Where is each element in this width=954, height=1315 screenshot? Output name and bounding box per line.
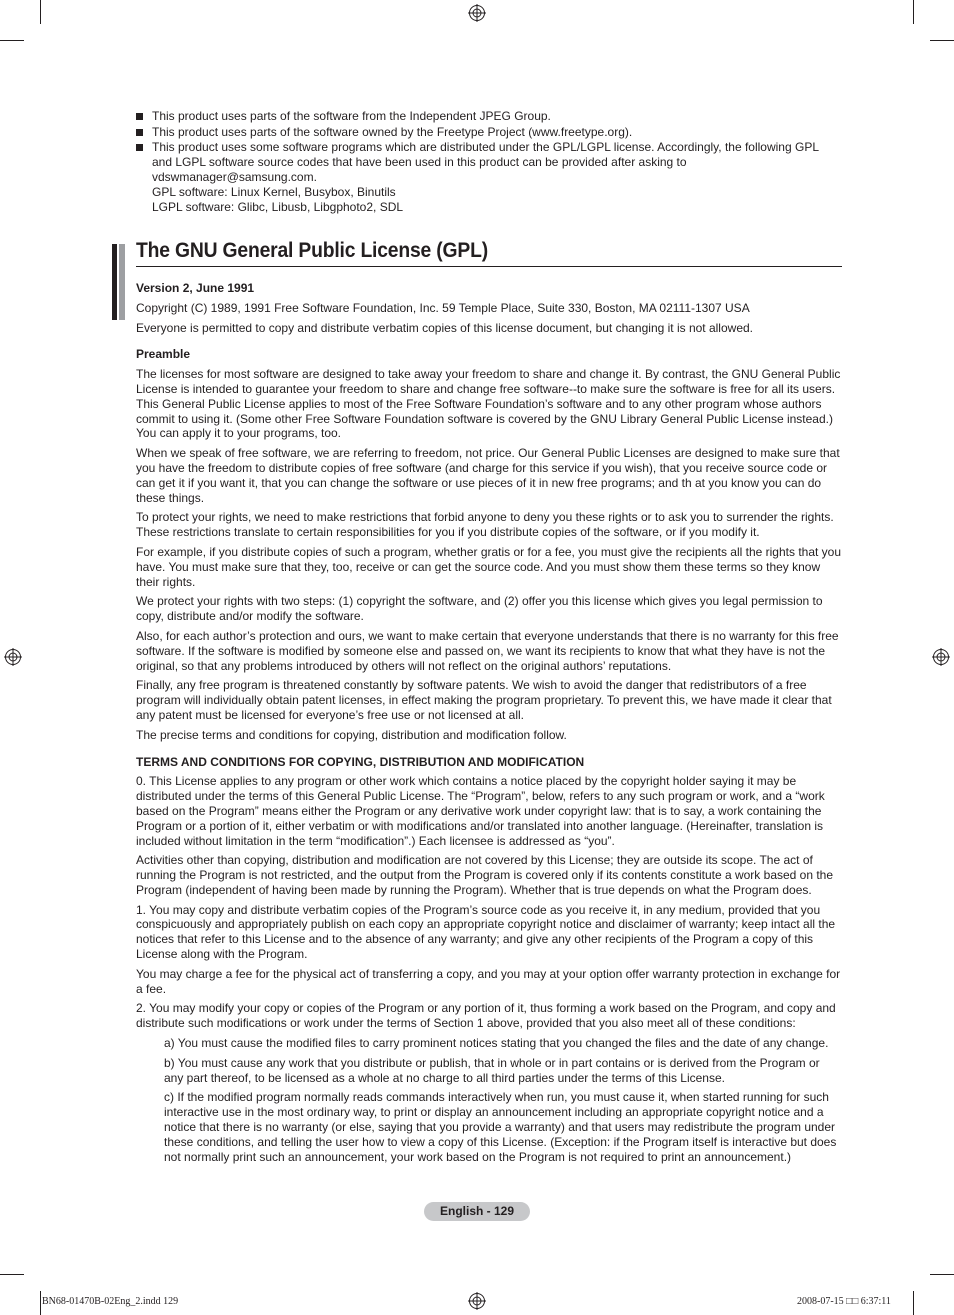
list-item bbox=[136, 140, 836, 215]
title-divider bbox=[136, 266, 842, 267]
paragraph: Finally, any free program is threatened constantly by software patents. We wish to avoid the danger that redistributors of a free program will individually obtain patent licenses, in effect making the program proprietary. To prevent this, we have made it clear that any patent must be licensed for everyone’s free use or not licensed at all. bbox=[136, 678, 832, 722]
crop-mark bbox=[40, 0, 41, 24]
software-notice-list bbox=[136, 109, 836, 216]
paragraph: For example, if you distribute copies of such a program, whether gratis or for a fee, you must give the recipients all the rights that you have. You must make sure that they, too, receive or can get the source code. And you must show them these terms so they know their rights. bbox=[136, 544, 842, 589]
condition-item: c) If the modified program normally reads commands interactively when run, you must cause it, when started running for such interactive use in the most ordinary way, to print or display an announcement including an appropriate copyright notice and a notice that there is no warranty (or else, saying that you provide a warranty) and that users may redistribute the program under these conditions, and telling the user how to view a copy of this License. (Exception: if the Program itself is interactive but does not normally print such an announcement, your work based on the Program is not required to print an announcement.) bbox=[164, 1090, 837, 1164]
registration-mark-icon bbox=[932, 648, 950, 666]
registration-mark-icon bbox=[468, 4, 486, 22]
crop-mark bbox=[0, 40, 24, 41]
section-marker-bar bbox=[119, 244, 125, 320]
crop-mark bbox=[40, 1291, 41, 1315]
print-slug-date: 2008-07-15 □□ 6:37:11 bbox=[797, 1296, 891, 1307]
registration-mark-icon bbox=[468, 1292, 486, 1310]
preamble-heading: Preamble bbox=[136, 347, 191, 362]
crop-mark bbox=[0, 1274, 24, 1275]
crop-mark bbox=[930, 40, 954, 41]
paragraph: Activities other than copying, distribution and modification are not covered by this License; they are outside its scope. The act of running the Program is not restricted, and the output from the Program is covered only if its contents constitute a work based on the Program (independent of having been made by running the Program). Whether that is true depends on what the Program does. bbox=[136, 853, 834, 897]
bullet-square-icon bbox=[136, 129, 143, 136]
paragraph: To protect your rights, we need to make restrictions that forbid anyone to deny you these rights or to ask you to surrender the rights. These restrictions translate to certain responsibilities for you if you distribute copies of the software, or if you modify it. bbox=[136, 510, 834, 540]
bullet-square-icon bbox=[136, 113, 143, 120]
print-slug-file: BN68-01470B-02Eng_2.indd 129 bbox=[42, 1296, 179, 1307]
registration-mark-icon bbox=[4, 648, 22, 666]
paragraph: 2. You may modify your copy or copies of the Program or any portion of it, thus forming a work based on the Program, and copy and distribute such modifications or work under the terms of Section 1 above, provided that you also meet all of these conditions: bbox=[136, 1001, 836, 1031]
bullet-text: This product uses parts of the software from the Independent JPEG Group. bbox=[152, 109, 551, 123]
version-heading: Version 2, June 1991 bbox=[136, 281, 255, 295]
crop-mark bbox=[930, 1274, 954, 1275]
bullet-text: This product uses some software programs which are distributed under the GPL/LGPL license. Accordingly, the following GPL and LGPL software source codes that have been used in this product can be provided after asking to vdswmanager@samsung.com. bbox=[152, 140, 819, 184]
bullet-text: This product uses parts of the software owned by the Freetype Project (www.freetype.org). bbox=[152, 124, 633, 139]
crop-mark bbox=[913, 0, 914, 24]
paragraph: You may charge a fee for the physical act of transferring a copy, and you may at your option offer warranty protection in exchange for a fee. bbox=[136, 966, 841, 996]
list-item bbox=[136, 125, 836, 140]
crop-mark bbox=[913, 1291, 914, 1315]
paragraph: 1. You may copy and distribute verbatim copies of the Program’s source code as you receive it, in any medium, provided that you conspicuously and appropriately publish on each copy an appropriate copyright notice and disclaimer of warranty; keep intact all the notices that refer to this License and to the absence of any warranty; and give any other recipients of the Program a copy of this License along with the Program. bbox=[136, 902, 836, 962]
condition-item: b) You must cause any work that you distribute or publish, that in whole or in part contains or is derived from the Program or any part thereof, to be licensed as a whole at no charge to all third parties under the terms of this License. bbox=[164, 1055, 820, 1085]
copyright-line: Copyright (C) 1989, 1991 Free Software Foundation, Inc. 59 Temple Place, Suite 330, Boston, MA 02111-1307 USA bbox=[136, 300, 750, 315]
bullet-square-icon bbox=[136, 144, 143, 151]
condition-item: a) You must cause the modified files to carry prominent notices stating that you changed the files and the date of any change. bbox=[164, 1036, 829, 1051]
list-item bbox=[136, 109, 836, 124]
section-title: The GNU General Public License (GPL) bbox=[136, 239, 488, 262]
gpl-software-list: GPL software: Linux Kernel, Busybox, Binutils bbox=[152, 185, 396, 199]
paragraph: The licenses for most software are designed to take away your freedom to share and change it. By contrast, the GNU General Public License is intended to guarantee your freedom to share and change free software--to make sure the software is free for all its users. This General Public License applies to most of the Free Software Foundation’s software and to any other program whose authors commit to using it. (Some other Free Software Foundation software is covered by the GNU Library General Public License instead.) You can apply it to your programs, too. bbox=[136, 367, 841, 441]
paragraph: 0. This License applies to any program or other work which contains a notice placed by the copyright holder saying it may be distributed under the terms of this General Public License. The “Program”, below, refers to any such program or work, and a “work based on the Program” means either the Program or any derivative work under copyright law: that is to say, a work containing the Program or a portion of it, either verbatim or with modifications and/or translated into another language. (Hereinafter, translation is included without limitation in the term “modification”.) Each licensee is addressed as “you”. bbox=[136, 774, 825, 848]
paragraph: When we speak of free software, we are referring to freedom, not price. Our General Public Licenses are designed to make sure that you have the freedom to distribute copies of free software (and charge for this service if you wish), that you receive source code or can get it if you want it, that you can change the software or use pieces of it in new free programs; and th at you know you can do these things. bbox=[136, 446, 840, 505]
terms-heading: TERMS AND CONDITIONS FOR COPYING, DISTRIBUTION AND MODIFICATION bbox=[136, 754, 585, 769]
paragraph: The precise terms and conditions for copying, distribution and modification follow. bbox=[136, 727, 567, 742]
page-number-badge: English - 129 bbox=[424, 1202, 530, 1221]
lgpl-software-list: LGPL software: Glibc, Libusb, Libgphoto2, SDL bbox=[152, 200, 404, 214]
paragraph: Also, for each author’s protection and ours, we want to make certain that everyone understands that there is no warranty for this free software. If the software is modified by someone else and passed on, we want its recipients to know that what they have is not the original, so that any problems introduced by others will not reflect on the original authors’ reputations. bbox=[136, 628, 839, 673]
permission-line: Everyone is permitted to copy and distribute verbatim copies of this license document, but changing it is not allowed. bbox=[136, 320, 753, 335]
license-body bbox=[136, 281, 842, 1164]
section-marker-bar bbox=[112, 244, 117, 320]
paragraph: We protect your rights with two steps: (1) copyright the software, and (2) offer you this license which gives you legal permission to copy, distribute and/or modify the software. bbox=[136, 594, 823, 624]
